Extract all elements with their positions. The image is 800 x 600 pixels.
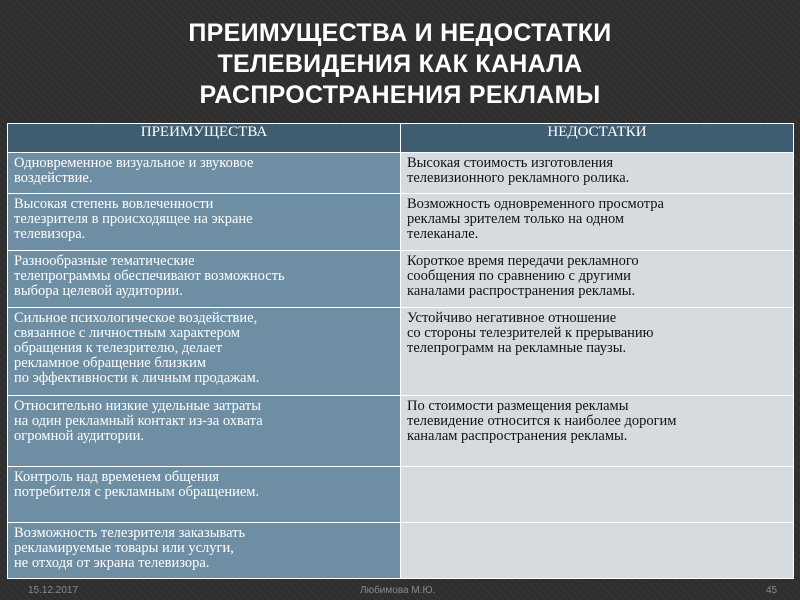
cell-line: Короткое время передачи рекламного xyxy=(407,253,639,269)
cell-line: Относительно низкие удельные затраты xyxy=(14,398,261,414)
cell-line: потребителя с рекламным обращением. xyxy=(14,484,260,500)
cell-line: по эффективности к личным продажам. xyxy=(14,370,260,386)
table-header-row xyxy=(8,124,794,153)
cell-line: Высокая степень вовлеченности xyxy=(14,196,214,212)
cell-line: Высокая стоимость изготовления xyxy=(407,155,614,171)
cell-line: воздействие. xyxy=(14,170,93,186)
advantage-cell xyxy=(8,523,401,579)
cell-line: обращения к телезрителю, делает xyxy=(14,340,223,356)
cell-line: Одновременное визуальное и звуковое xyxy=(14,155,254,171)
advantage-cell xyxy=(8,194,401,251)
cell-line: на один рекламный контакт из-за охвата xyxy=(14,413,263,429)
cell-line: телевидение относится к наиболее дорогим xyxy=(407,413,677,429)
comparison-table xyxy=(7,123,794,579)
cell-line: Контроль над временем общения xyxy=(14,469,220,485)
footer-page-number: 45 xyxy=(766,585,778,596)
disadvantage-cell-empty xyxy=(401,467,794,523)
cell-line: телевизионного рекламного ролика. xyxy=(407,170,630,186)
cell-line: рекламируемые товары или услуги, xyxy=(14,540,234,556)
advantage-cell xyxy=(8,396,401,467)
disadvantage-cell xyxy=(401,251,794,308)
cell-line: выбора целевой аудитории. xyxy=(14,283,183,299)
advantage-cell xyxy=(8,153,401,194)
cell-line: Сильное психологическое воздействие, xyxy=(14,310,258,326)
cell-line: телепрограммы обеспечивают возможность xyxy=(14,268,285,284)
cell-line: телезрителя в происходящее на экране xyxy=(14,211,253,227)
disadvantage-cell xyxy=(401,308,794,396)
cell-line: Возможность телезрителя заказывать xyxy=(14,525,246,541)
header-disadvantages: НЕДОСТАТКИ xyxy=(401,124,794,153)
slide-title xyxy=(60,18,740,111)
slide-title-line: ПРЕИМУЩЕСТВА И НЕДОСТАТКИ xyxy=(188,19,612,47)
footer-author: Любимова М.Ю. xyxy=(360,585,436,596)
cell-line: огромной аудитории. xyxy=(14,428,144,444)
advantage-cell xyxy=(8,251,401,308)
cell-line: Устойчиво негативное отношение xyxy=(407,310,617,326)
header-advantages: ПРЕИМУЩЕСТВА xyxy=(8,124,401,153)
disadvantage-cell xyxy=(401,396,794,467)
table-row xyxy=(8,308,794,396)
cell-line: каналам распространения рекламы. xyxy=(407,428,628,444)
table-row xyxy=(8,396,794,467)
table-row xyxy=(8,251,794,308)
table-row xyxy=(8,194,794,251)
cell-line: Возможность одновременного просмотра xyxy=(407,196,664,212)
cell-line: рекламы зрителем только на одном xyxy=(407,211,625,227)
advantage-cell xyxy=(8,308,401,396)
cell-line: каналами распространения рекламы. xyxy=(407,283,636,299)
disadvantage-cell-empty xyxy=(401,523,794,579)
cell-line: телепрограмм на рекламные паузы. xyxy=(407,340,627,356)
table-row xyxy=(8,523,794,579)
cell-line: телеканале. xyxy=(407,226,479,242)
slide-title-line: РАСПРОСТРАНЕНИЯ РЕКЛАМЫ xyxy=(199,81,601,109)
cell-line: рекламное обращение близким xyxy=(14,355,207,371)
cell-line: со стороны телезрителей к прерыванию xyxy=(407,325,654,341)
slide-title-line: ТЕЛЕВИДЕНИЯ КАК КАНАЛА xyxy=(217,50,583,78)
disadvantage-cell xyxy=(401,153,794,194)
cell-line: связанное с личностным характером xyxy=(14,325,240,341)
advantage-cell xyxy=(8,467,401,523)
disadvantage-cell xyxy=(401,194,794,251)
cell-line: не отходя от экрана телевизора. xyxy=(14,555,210,571)
cell-line: телевизора. xyxy=(14,226,86,242)
table-row xyxy=(8,467,794,523)
footer-date: 15.12.2017 xyxy=(28,585,79,596)
table-row xyxy=(8,153,794,194)
cell-line: По стоимости размещения рекламы xyxy=(407,398,629,414)
cell-line: Разнообразные тематические xyxy=(14,253,195,269)
cell-line: сообщения по сравнению с другими xyxy=(407,268,631,284)
